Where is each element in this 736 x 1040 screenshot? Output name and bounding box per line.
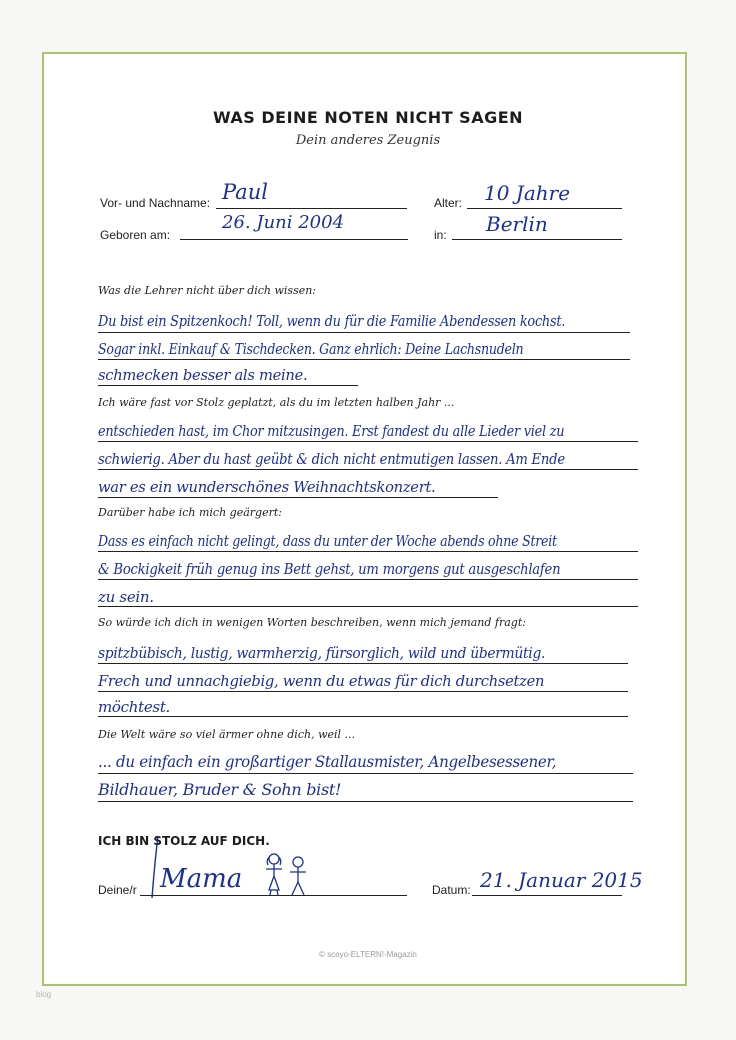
answer-line (98, 579, 638, 580)
born-value: 26. Juni 2004 (222, 212, 345, 233)
answer-line (98, 663, 628, 664)
age-value: 10 Jahre (484, 181, 571, 205)
signature-value: Mama (160, 864, 243, 894)
birthplace-value: Berlin (486, 212, 548, 236)
answer-line (98, 497, 498, 498)
answer-line (98, 359, 630, 360)
date-label: Datum: (432, 883, 471, 897)
signature-stroke-icon (150, 832, 243, 902)
answer-text: entschieden hast, im Chor mitzusingen. Erst fandest du alle Lieder viel zu (98, 422, 565, 440)
date-value: 21. Januar 2015 (480, 868, 643, 892)
answer-text: & Bockigkeit früh genug ins Bett gehst, um morgens gut ausgeschlafen (98, 560, 561, 578)
signature-label: Deine/r (98, 883, 137, 897)
answer-text: möchtest. (98, 698, 171, 716)
born-line (180, 239, 408, 240)
answer-text: schmecken besser als meine. (98, 366, 308, 384)
pride-statement: ICH BIN STOLZ AUF DICH. (98, 834, 270, 848)
answer-line (98, 773, 633, 774)
section-prompt: So würde ich dich in wenigen Worten beschreiben, wenn mich jemand fragt: (98, 616, 526, 629)
name-label: Vor- und Nachname: (100, 196, 211, 210)
answer-text: schwierig. Aber du hast geübt & dich nicht entmutigen lassen. Am Ende (98, 450, 565, 468)
answer-text: Frech und unnachgiebig, wenn du etwas für dich durchsetzen (98, 672, 545, 690)
answer-line (98, 332, 630, 333)
name-value: Paul (222, 180, 268, 204)
answer-text: ... du einfach ein großartiger Stallausmister, Angelbesessener, (98, 752, 557, 771)
form-title: WAS DEINE NOTEN NICHT SAGEN (212, 108, 524, 127)
answer-line (98, 716, 628, 717)
section-prompt: Ich wäre fast vor Stolz geplatzt, als du im letzten halben Jahr ... (98, 396, 455, 409)
answer-text: Du bist ein Spitzenkoch! Toll, wenn du für die Familie Abendessen kochst. (98, 312, 566, 330)
section-prompt: Die Welt wäre so viel ärmer ohne dich, weil ... (98, 728, 356, 741)
answer-text: Sogar inkl. Einkauf & Tischdecken. Ganz ehrlich: Deine Lachsnudeln (98, 340, 524, 358)
section-prompt: Darüber habe ich mich geärgert: (98, 506, 282, 519)
born-label: Geboren am: (100, 228, 171, 242)
answer-text: Dass es einfach nicht gelingt, dass du unter der Woche abends ohne Streit (98, 532, 557, 550)
birthplace-line (452, 239, 622, 240)
section-prompt: Was die Lehrer nicht über dich wissen: (98, 284, 317, 297)
answer-line (98, 551, 638, 552)
answer-text: Bildhauer, Bruder & Sohn bist! (98, 780, 342, 799)
age-label: Alter: (434, 196, 463, 210)
answer-line (98, 441, 638, 442)
answer-line (98, 606, 638, 607)
birthplace-label: in: (434, 228, 447, 242)
age-line (467, 208, 622, 209)
answer-text: spitzbübisch, lustig, warmherzig, fürsorglich, wild und übermütig. (98, 644, 546, 662)
stick-figures-drawing (260, 852, 316, 896)
form-subtitle: Dein anderes Zeugnis (295, 133, 441, 148)
answer-line (98, 469, 638, 470)
name-line (216, 208, 407, 209)
answer-text: war es ein wunderschönes Weihnachtskonzert. (98, 478, 436, 496)
answer-line (98, 385, 358, 386)
answer-text: zu sein. (98, 588, 154, 606)
answer-line (98, 691, 628, 692)
copyright-credit: © scoyo-ELTERN!-Magazin (319, 950, 417, 959)
date-line (472, 895, 622, 896)
answer-line (98, 801, 633, 802)
corner-watermark: blog (36, 990, 52, 999)
